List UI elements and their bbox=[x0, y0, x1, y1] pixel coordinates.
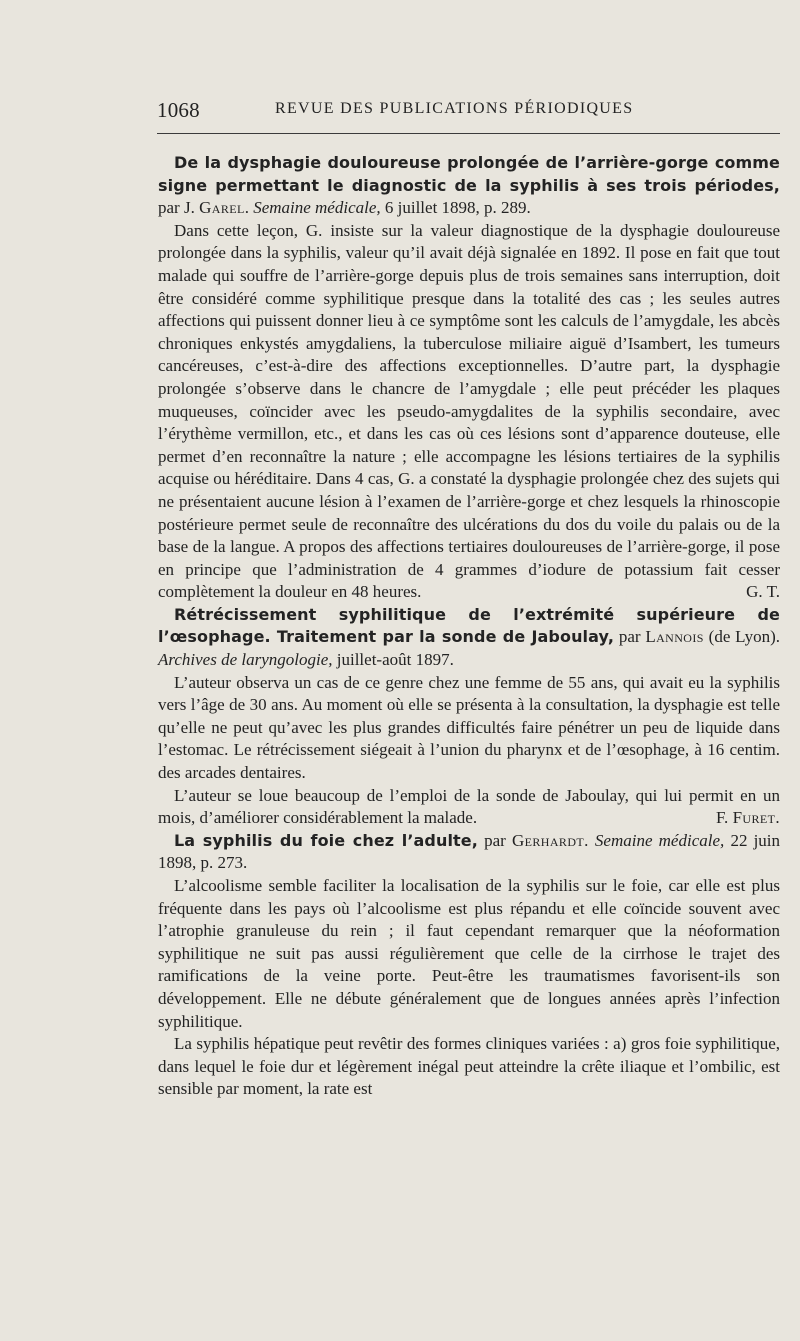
article-citation: 6 juillet 1898, p. 289. bbox=[384, 198, 531, 218]
article-paragraph: L’auteur observa un cas de ce genre chez une femme de 55 ans, qui avait eu la syphilis vers l’âge de 30 ans. Au moment où elle se présenta à la consultation, la dysphagie est telle qu’elle ne peut qu’avec les plus grandes difficultés faire pénétrer un peu de liquide dans l’estomac. Le rétrécissement siégeait à l’union du pharynx et de l’œsophage, à 16 centim. des arcades dentaires. bbox=[158, 672, 780, 783]
article-heading bbox=[158, 830, 780, 875]
article-by: par J. bbox=[158, 198, 195, 218]
page-number: 1068 bbox=[157, 98, 200, 122]
article bbox=[158, 152, 780, 604]
article-by: par bbox=[484, 830, 506, 850]
article-paragraph: La syphilis hépatique peut revêtir des formes cliniques variées : a) gros foie syphilitique, dans lequel le foie dur et légèrement inégal peut atteindre la crête iliaque et l’ombilic, est sensible par moment, la rate est bbox=[158, 1034, 780, 1099]
article-citation: 22 juin 1898, p. 273. bbox=[158, 830, 781, 873]
article bbox=[158, 830, 780, 1101]
article-journal: Semaine médicale, bbox=[594, 830, 725, 850]
article-signature: F. Furet. bbox=[715, 808, 780, 828]
article-author: Lannois bbox=[645, 627, 704, 647]
article-title: De la dysphagie douloureuse prolongée de l’arrière-gorge comme signe permettant le diagnostic de la syphilis à ses trois périodes, bbox=[158, 153, 780, 195]
header-rule bbox=[157, 133, 780, 134]
article-author: Garel bbox=[199, 198, 245, 218]
article-paragraph: L’alcoolisme semble faciliter la localisation de la syphilis sur le foie, car elle est plus fréquente dans les pays où l’alcoolisme est plus répandu et elle coïncide souvent avec l’atrophie granuleuse du rein ; il faut cependant remarquer que la néoformation syphilitique ne suit pas aussi régulièrement que celle de la cirrhose le trajet des ramifications de la veine porte. Peut-être les traumatismes favorisent-ils son développement. Elle ne débute généralement que de longues années après l’infection syphilitique. bbox=[158, 876, 780, 1031]
article-author-origin: (de Lyon). bbox=[708, 627, 781, 647]
page-body bbox=[158, 152, 780, 1101]
article-heading: De la dysphagie douloureuse prolongée de l’arrière-gorge comme signe permettant le diagnostic de la syphilis à ses trois périodes, par J. Garel. Semaine médicale, 6 juillet 1898, p. 289. bbox=[158, 153, 780, 218]
article-heading bbox=[158, 604, 780, 672]
article-journal: Semaine médicale, bbox=[253, 198, 381, 218]
article-paragraph: L’auteur se loue beaucoup de l’emploi de la sonde de Jaboulay, qui lui permit en un mois, d’améliorer considérablement la malade. F. Furet. bbox=[158, 785, 780, 830]
running-title: REVUE DES PUBLICATIONS PÉRIODIQUES bbox=[275, 100, 634, 117]
article bbox=[158, 604, 780, 830]
article-journal: Archives de laryngologie, bbox=[158, 650, 333, 670]
article-paragraph: Dans cette leçon, G. insiste sur la valeur diagnostique de la dysphagie douloureuse prolongée dans la syphilis, valeur qu’il avait déjà signalée en 1892. Il pose en fait que tout malade qui souffre de l’arrière-gorge depuis plus de trois semaines sans interruption, doit être considéré comme syphilitique presque dans la totalité des cas ; les seules autres affections qui puissent donner lieu à ce symptôme sont les calculs de l’amygdale, les abcès chroniques enkystés amygdaliens, la tuberculose miliaire aiguë d’Isambert, les tumeurs cancéreuses, c’est-à-dire des affections exceptionnelles. D’autre part, la dysphagie prolongée s’observe dans le chancre de l’amygdale ; elle peut précéder les plaques muqueuses, coïncider avec les pseudo-amygdalites de la syphilis secondaire, avec l’érythème vermillon, etc., et dans les cas où ces lésions sont d’apparence douteuse, elle permet d’en reconnaître la nature ; elle accompagne les lésions tertiaires de la syphilis acquise ou héréditaire. Dans 4 cas, G. a constaté la dysphagie prolongée chez des sujets qui ne présentaient aucune lésion à l’examen de l’arrière-gorge et chez lesquels la rhinoscopie postérieure permet seule de reconnaître des ulcérations du dos du voile du palais ou de la base de la langue. A propos des affections tertiaires douloureuses de l’arrière-gorge, il pose en principe que l’administration de 4 grammes d’iodure de potassium fait cesser complètement la douleur en 48 heures. G. T. bbox=[158, 220, 780, 604]
article-signature: G. T. bbox=[746, 582, 780, 602]
article-title: La syphilis du foie chez l’adulte, bbox=[174, 830, 478, 850]
article-citation: juillet-août 1897. bbox=[336, 650, 454, 670]
article-title: Rétrécissement syphilitique de l’extrémité supérieure de l’œsophage. Traitement par la sonde de Jaboulay, bbox=[158, 604, 780, 647]
article-by: par bbox=[618, 627, 641, 647]
article-author: Gerhardt. bbox=[511, 830, 589, 850]
